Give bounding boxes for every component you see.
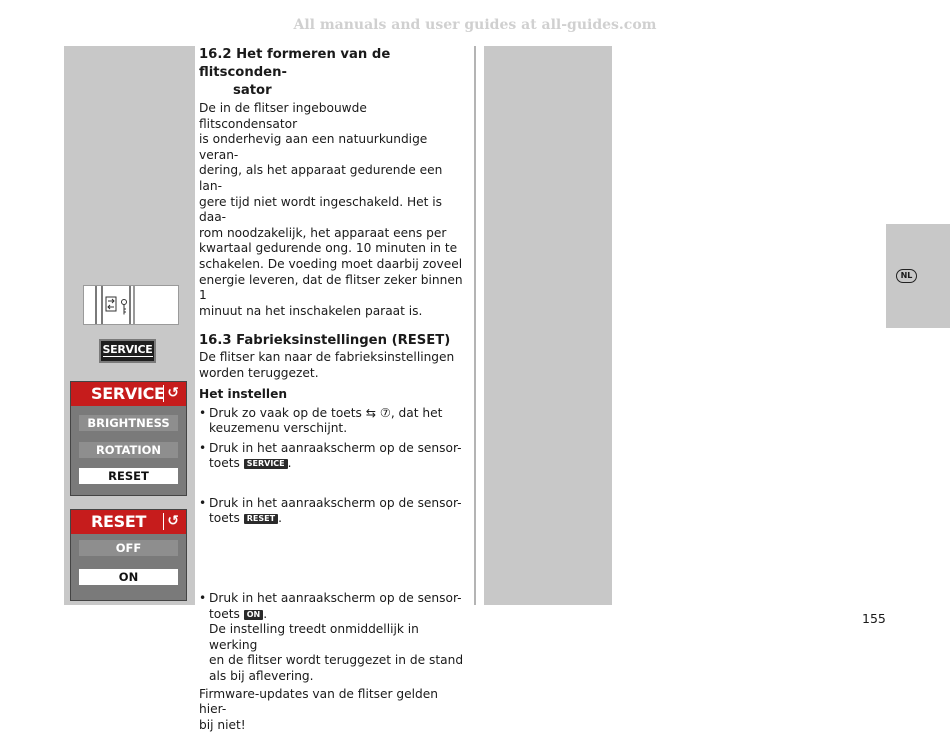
body-line: schakelen. De voeding moet daarbij zoveel: [199, 256, 463, 271]
procedure-subheading: Het instellen: [199, 386, 288, 401]
on-key-inline: ON: [244, 610, 264, 620]
mode-toggle-icon: ⇆: [365, 405, 376, 420]
watermark: All manuals and user guides at all-guides.com: [293, 17, 657, 33]
column-divider: [474, 46, 476, 605]
mode-button-illustration: [84, 286, 178, 324]
option-off: OFF: [79, 540, 178, 556]
step-1-text-c: keuzemenu verschijnt.: [209, 421, 348, 436]
option-on: ON: [79, 569, 178, 585]
service-menu-header: [71, 382, 186, 406]
section-16-3-intro: [199, 350, 467, 381]
bullet-dot: •: [199, 495, 207, 510]
step-3-text-b: toets: [209, 511, 244, 526]
step-3-text-a: Druk in het aanraakscherm op de sensor-: [209, 495, 462, 510]
body-line: gere tijd niet wordt ingeschakeld. Het is daa-: [199, 194, 443, 225]
bullet-dot: •: [199, 591, 207, 606]
body-line: is onderhevig aan een natuurkundige veran-: [199, 132, 428, 162]
reset-key-inline: RESET: [244, 514, 278, 524]
step-1-text-b: , dat het: [390, 405, 443, 420]
step-4-text-e: als bij aflevering.: [209, 669, 314, 684]
option-brightness: BRIGHTNESS: [79, 415, 178, 431]
step-2-text: Druk in het aanraakscherm op de sensor- toets SERVICE .: [209, 440, 462, 471]
step-4-text-c: De instelling treedt onmiddellijk in werking: [209, 622, 419, 652]
step-4-text-a: Druk in het aanraakscherm op de sensor-: [209, 591, 462, 606]
language-badge: NL: [896, 269, 917, 283]
body-line: energie leveren, dat de flitser zeker binnen 1: [199, 272, 463, 303]
bullet-dot: •: [199, 405, 207, 420]
body-line: rom noodzakelijk, het apparaat eens per: [199, 225, 447, 240]
step-1: [199, 406, 467, 437]
body-line: De in de flitser ingebouwde flitscondensator: [199, 101, 367, 131]
step-4-text-b: toets: [209, 606, 244, 621]
service-menu-title: SERVICE: [91, 384, 165, 403]
step-1-text: [209, 406, 442, 437]
step-4: [199, 591, 467, 685]
firmware-note-line: Firmware-updates van de flitser gelden hier-: [199, 686, 438, 717]
body-line: minuut na het inschakelen paraat is.: [199, 303, 423, 318]
step-2-text-b: toets: [209, 456, 244, 471]
reset-menu-title: RESET: [91, 512, 147, 531]
back-arrow-icon: ↺: [163, 385, 182, 402]
step-4-text-d: en de flitser wordt teruggezet in de stand: [209, 653, 464, 668]
service-sensor-key-label: SERVICE: [102, 343, 153, 356]
body-line: dering, als het apparaat gedurende een lan-: [199, 163, 443, 193]
circled-seven-icon: ⑦: [379, 405, 391, 420]
reset-menu-screen: [70, 509, 187, 601]
back-arrow-icon: ↺: [163, 513, 182, 530]
step-2: [199, 441, 467, 472]
option-reset: RESET: [79, 468, 178, 484]
intro-line: worden teruggezet.: [199, 365, 319, 380]
body-line: kwartaal gedurende ong. 10 minuten in te: [199, 241, 458, 256]
main-text-column: [199, 46, 467, 733]
firmware-note-line: bij niet!: [199, 717, 246, 732]
step-1-text-a: Druk zo vaak op de toets: [209, 405, 366, 420]
section-16-2-title-line1: 16.2 Het formeren van de flitsconden-: [199, 47, 391, 80]
right-margin-column: [484, 46, 612, 605]
step-2-text-a: Druk in het aanraakscherm op de sensor-: [209, 440, 462, 455]
step-3-text: Druk in het aanraakscherm op de sensor- toets RESET .: [209, 495, 462, 526]
section-16-2-heading: [199, 46, 467, 100]
device-button-diagram: [83, 285, 179, 325]
option-rotation: ROTATION: [79, 442, 178, 458]
reset-menu-header: [71, 510, 186, 534]
firmware-note: [199, 687, 467, 733]
bullet-dot: •: [199, 440, 207, 455]
step-4-text: Druk in het aanraakscherm op de sensor- toets ON . De instelling treedt onmiddellijk in werking en de flitser wordt teruggezet in de stand als bij aflevering.: [209, 591, 464, 684]
service-menu-screen: [70, 381, 187, 496]
section-16-2-body: [199, 101, 467, 319]
service-sensor-key: [99, 339, 156, 363]
section-16-3-heading: 16.3 Fabrieksinstellingen (RESET): [199, 333, 451, 349]
page-number: 155: [862, 611, 886, 626]
section-16-2-title-line2: sator: [233, 83, 272, 98]
intro-line: De flitser kan naar de fabrieksinstellingen: [199, 350, 455, 365]
service-key-inline: SERVICE: [244, 459, 288, 469]
step-3: [199, 496, 467, 527]
